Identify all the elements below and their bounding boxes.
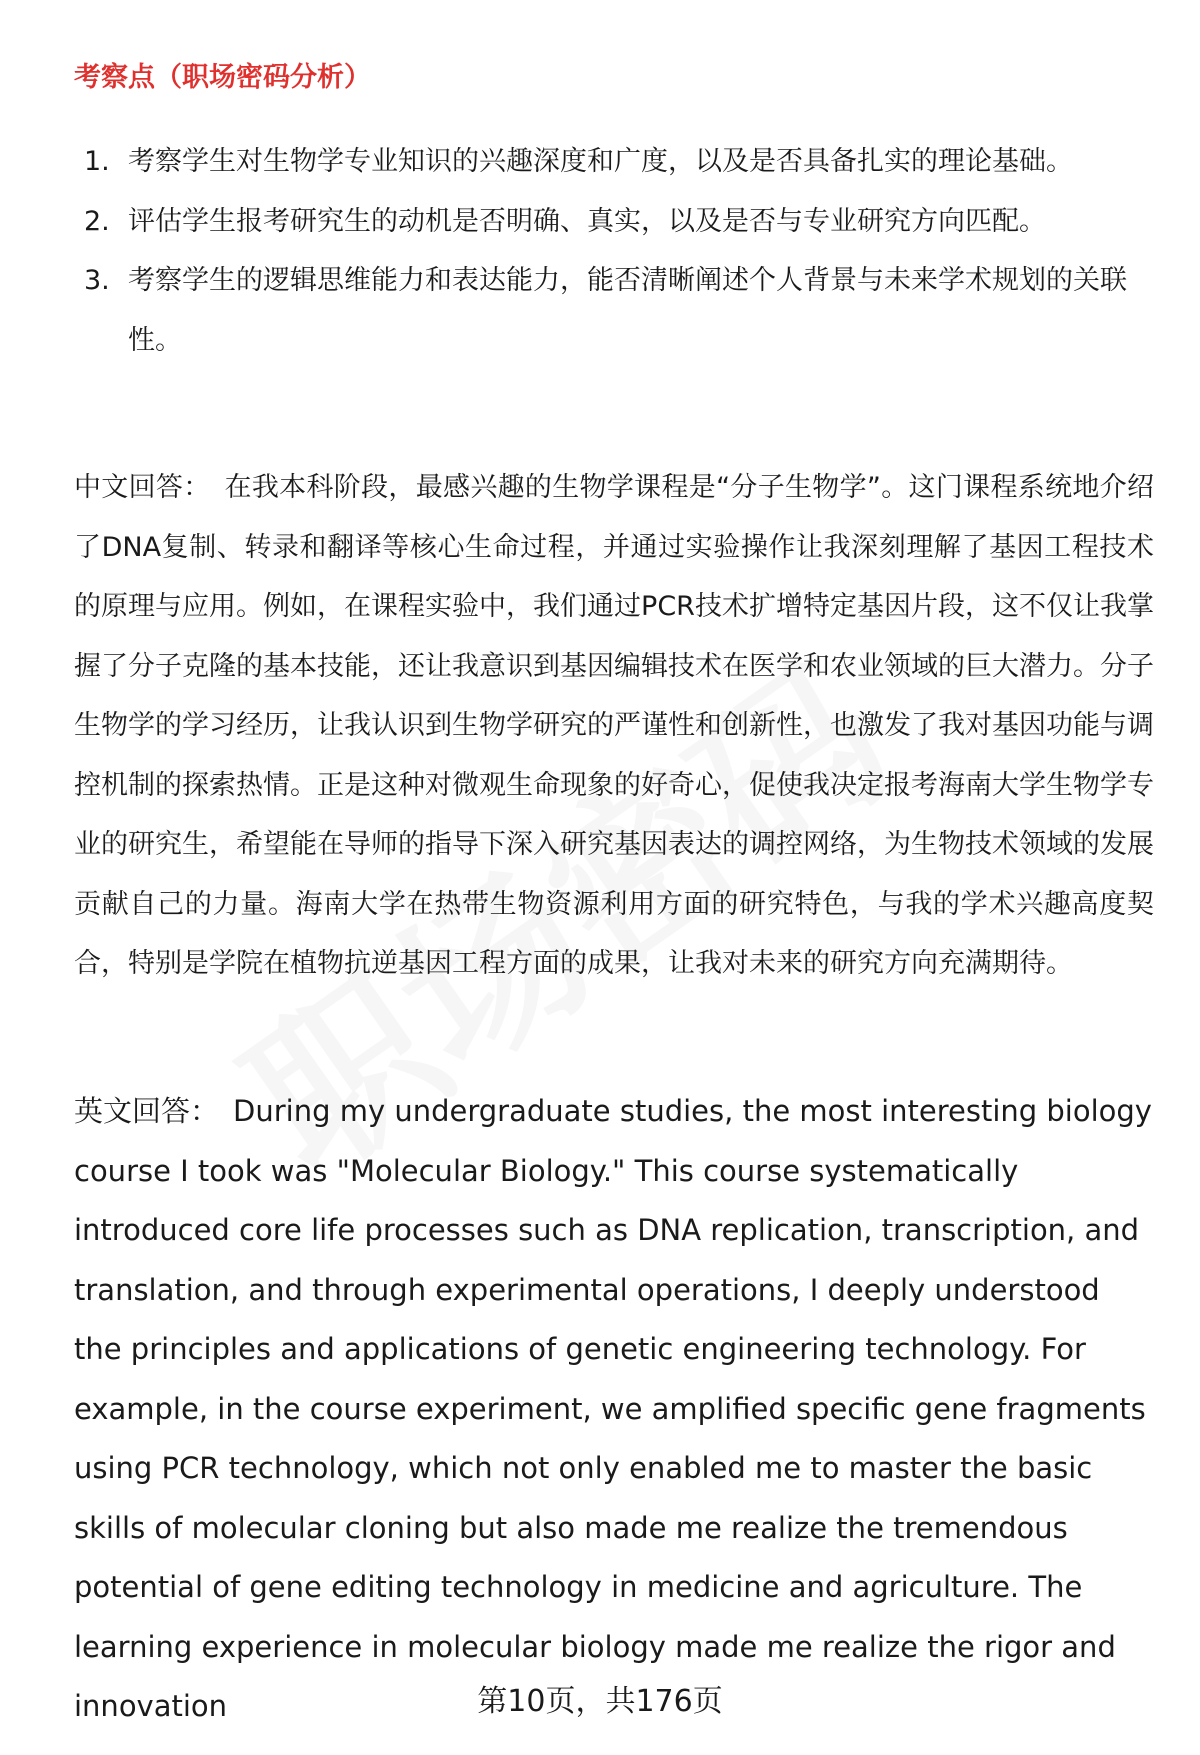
page-number: 第10页，共176页 xyxy=(477,1684,723,1719)
chinese-answer-label: 中文回答： xyxy=(74,472,211,503)
list-text: 考察学生的逻辑思维能力和表达能力，能否清晰阐述个人背景与未来学术规划的关联性。 xyxy=(128,265,1127,356)
chinese-answer xyxy=(74,458,1154,994)
list-number: 2. xyxy=(84,205,110,237)
list-item xyxy=(74,192,1154,252)
list-number: 1. xyxy=(84,146,110,177)
english-answer-label: 英文回答： xyxy=(74,1094,220,1128)
list-text: 考察学生对生物学专业知识的兴趣深度和广度，以及是否具备扎实的理论基础。 xyxy=(128,146,1073,177)
chinese-answer-text: 在我本科阶段，最感兴趣的生物学课程是“分子生物学”。这门课程系统地介绍了DNA复制、转录和翻译等核心生命过程，并通过实验操作让我深刻理解了基因工程技术的原理与应用。例如，在课程实验中，我们通过PCR技术扩增特定基因片段，这不仅让我掌握了分子克隆的基本技能，还让我意识到基因编辑技术在医学和农业领域的巨大潜力。分子生物学的学习经历，让我认识到生物学研究的严谨性和创新性，也激发了我对基因功能与调控机制的探索热情。正是这种对微观生命现象的好奇心，促使我决定报考海南大学生物学专业的研究生，希望能在导师的指导下深入研究基因表达的调控网络，为生物技术领域的发展贡献自己的力量。海南大学在热带生物资源利用方面的研究特色，与我的学术兴趣高度契合，特别是学院在植物抗逆基因工程方面的成果，让我对未来的研究方向充满期待。 xyxy=(74,472,1154,979)
list-item xyxy=(74,132,1154,192)
english-answer xyxy=(74,1082,1154,1737)
section-heading: 考察点（职场密码分析） xyxy=(74,62,371,93)
criteria-list xyxy=(74,132,1154,370)
list-item xyxy=(74,251,1154,370)
list-number: 3. xyxy=(84,265,110,296)
list-text: 评估学生报考研究生的动机是否明确、真实，以及是否与专业研究方向匹配。 xyxy=(128,205,1046,237)
english-answer-text: During my undergraduate studies, the most interesting biology course I took was "Molecular Biology." This course systematically introduced core life processes such as DNA replication, transcription, and translation, and through experimental operations, I deeply understood the principles and applications of genetic engineering technology. For example, in the course experiment, we amplified specific gene fragments using PCR technology, which not only enabled me to master the basic skills of molecular cloning but also made me realize the tremendous potential of gene editing technology in medicine and agriculture. The learning experience in molecular biology made me realize the rigor and innovation xyxy=(74,1094,1152,1723)
